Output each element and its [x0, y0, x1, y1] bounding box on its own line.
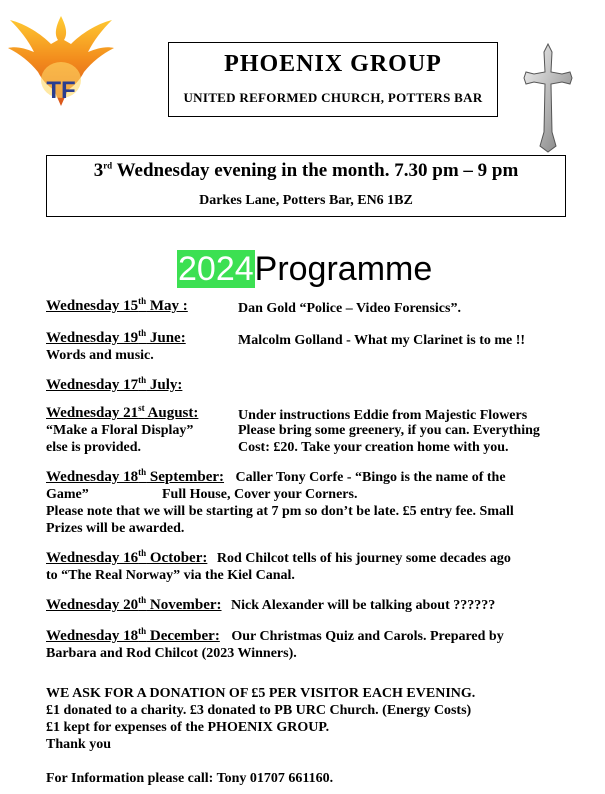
event-august: Wednesday 21st August: Under instructions Eddie from Majestic Flowers “Make a Floral Display” Please bring some greenery, if you can. Everything else is provided. Cost: £20. Take your creation home with you. [46, 403, 540, 455]
donation-notice: WE ASK FOR A DONATION OF £5 PER VISITOR EACH EVENING. £1 donated to a charity. £3 donated to PB URC Church. (Energy Costs) £1 kept for expenses of the PHOENIX GROUP. Thank you [46, 686, 476, 752]
event-july [46, 377, 576, 394]
event-december: Wednesday 18th December: Our Christmas Quiz and Carols. Prepared by Barbara and Rod Chilcot (2023 Winners). [46, 626, 504, 661]
event-text: Under instructions Eddie from Majestic Flowers [238, 408, 528, 423]
event-date: Wednesday 17th July: [46, 375, 183, 393]
event-text: Nick Alexander will be talking about ?????? [231, 598, 496, 613]
page-subtitle: UNITED REFORMED CHURCH, POTTERS BAR [183, 90, 483, 105]
event-november [46, 597, 576, 614]
event-date: Wednesday 21st August: [46, 403, 199, 421]
phoenix-logo [6, 6, 116, 116]
event-text: Our Christmas Quiz and Carols. Prepared by [231, 629, 504, 644]
meeting-time: 3rd Wednesday evening in the month. 7.30 pm – 9 pm [93, 160, 519, 181]
event-date: Wednesday 15th May : [46, 296, 188, 314]
event-september: Wednesday 18th September: Caller Tony Corfe - “Bingo is the name of the Game” Full House, Cover your Corners. Please note that we will be starting at 7 pm so don’t be late. £5 entry fee. Small Prizes will be awarded. [46, 467, 514, 536]
programme-heading: 2024Programme [178, 250, 433, 288]
contact-info: For Information please call: Tony 01707 661160. [46, 771, 334, 786]
meeting-address: Darkes Lane, Potters Bar, EN6 1BZ [199, 193, 413, 208]
event-october: Wednesday 16th October: Rod Chilcot tells of his journey some decades ago to “The Real Norway” via the Kiel Canal. [46, 548, 511, 583]
event-june [46, 330, 576, 364]
cross-icon [522, 42, 574, 154]
event-may [46, 298, 576, 315]
event-text-cont: Words and music. [46, 348, 154, 363]
programme-year: 2024 [178, 250, 254, 288]
event-text: Rod Chilcot tells of his journey some decades ago [216, 551, 511, 566]
event-text: Caller Tony Corfe - “Bingo is the name of the [235, 470, 506, 485]
header-box [168, 42, 498, 117]
event-date: Wednesday 18th December: [46, 626, 220, 644]
meeting-info-box [46, 155, 566, 217]
svg-text:TF: TF [46, 77, 76, 104]
event-date: Wednesday 20th November: [46, 595, 222, 613]
event-date: Wednesday 16th October: [46, 548, 208, 566]
event-text: Dan Gold “Police – Video Forensics”. [238, 301, 461, 316]
phoenix-icon [6, 6, 116, 116]
event-date: Wednesday 18th September: [46, 467, 225, 485]
event-text: Malcolm Golland - What my Clarinet is to me !! [238, 333, 526, 348]
page-title: PHOENIX GROUP [224, 51, 442, 77]
event-date: Wednesday 19th June: [46, 328, 186, 346]
